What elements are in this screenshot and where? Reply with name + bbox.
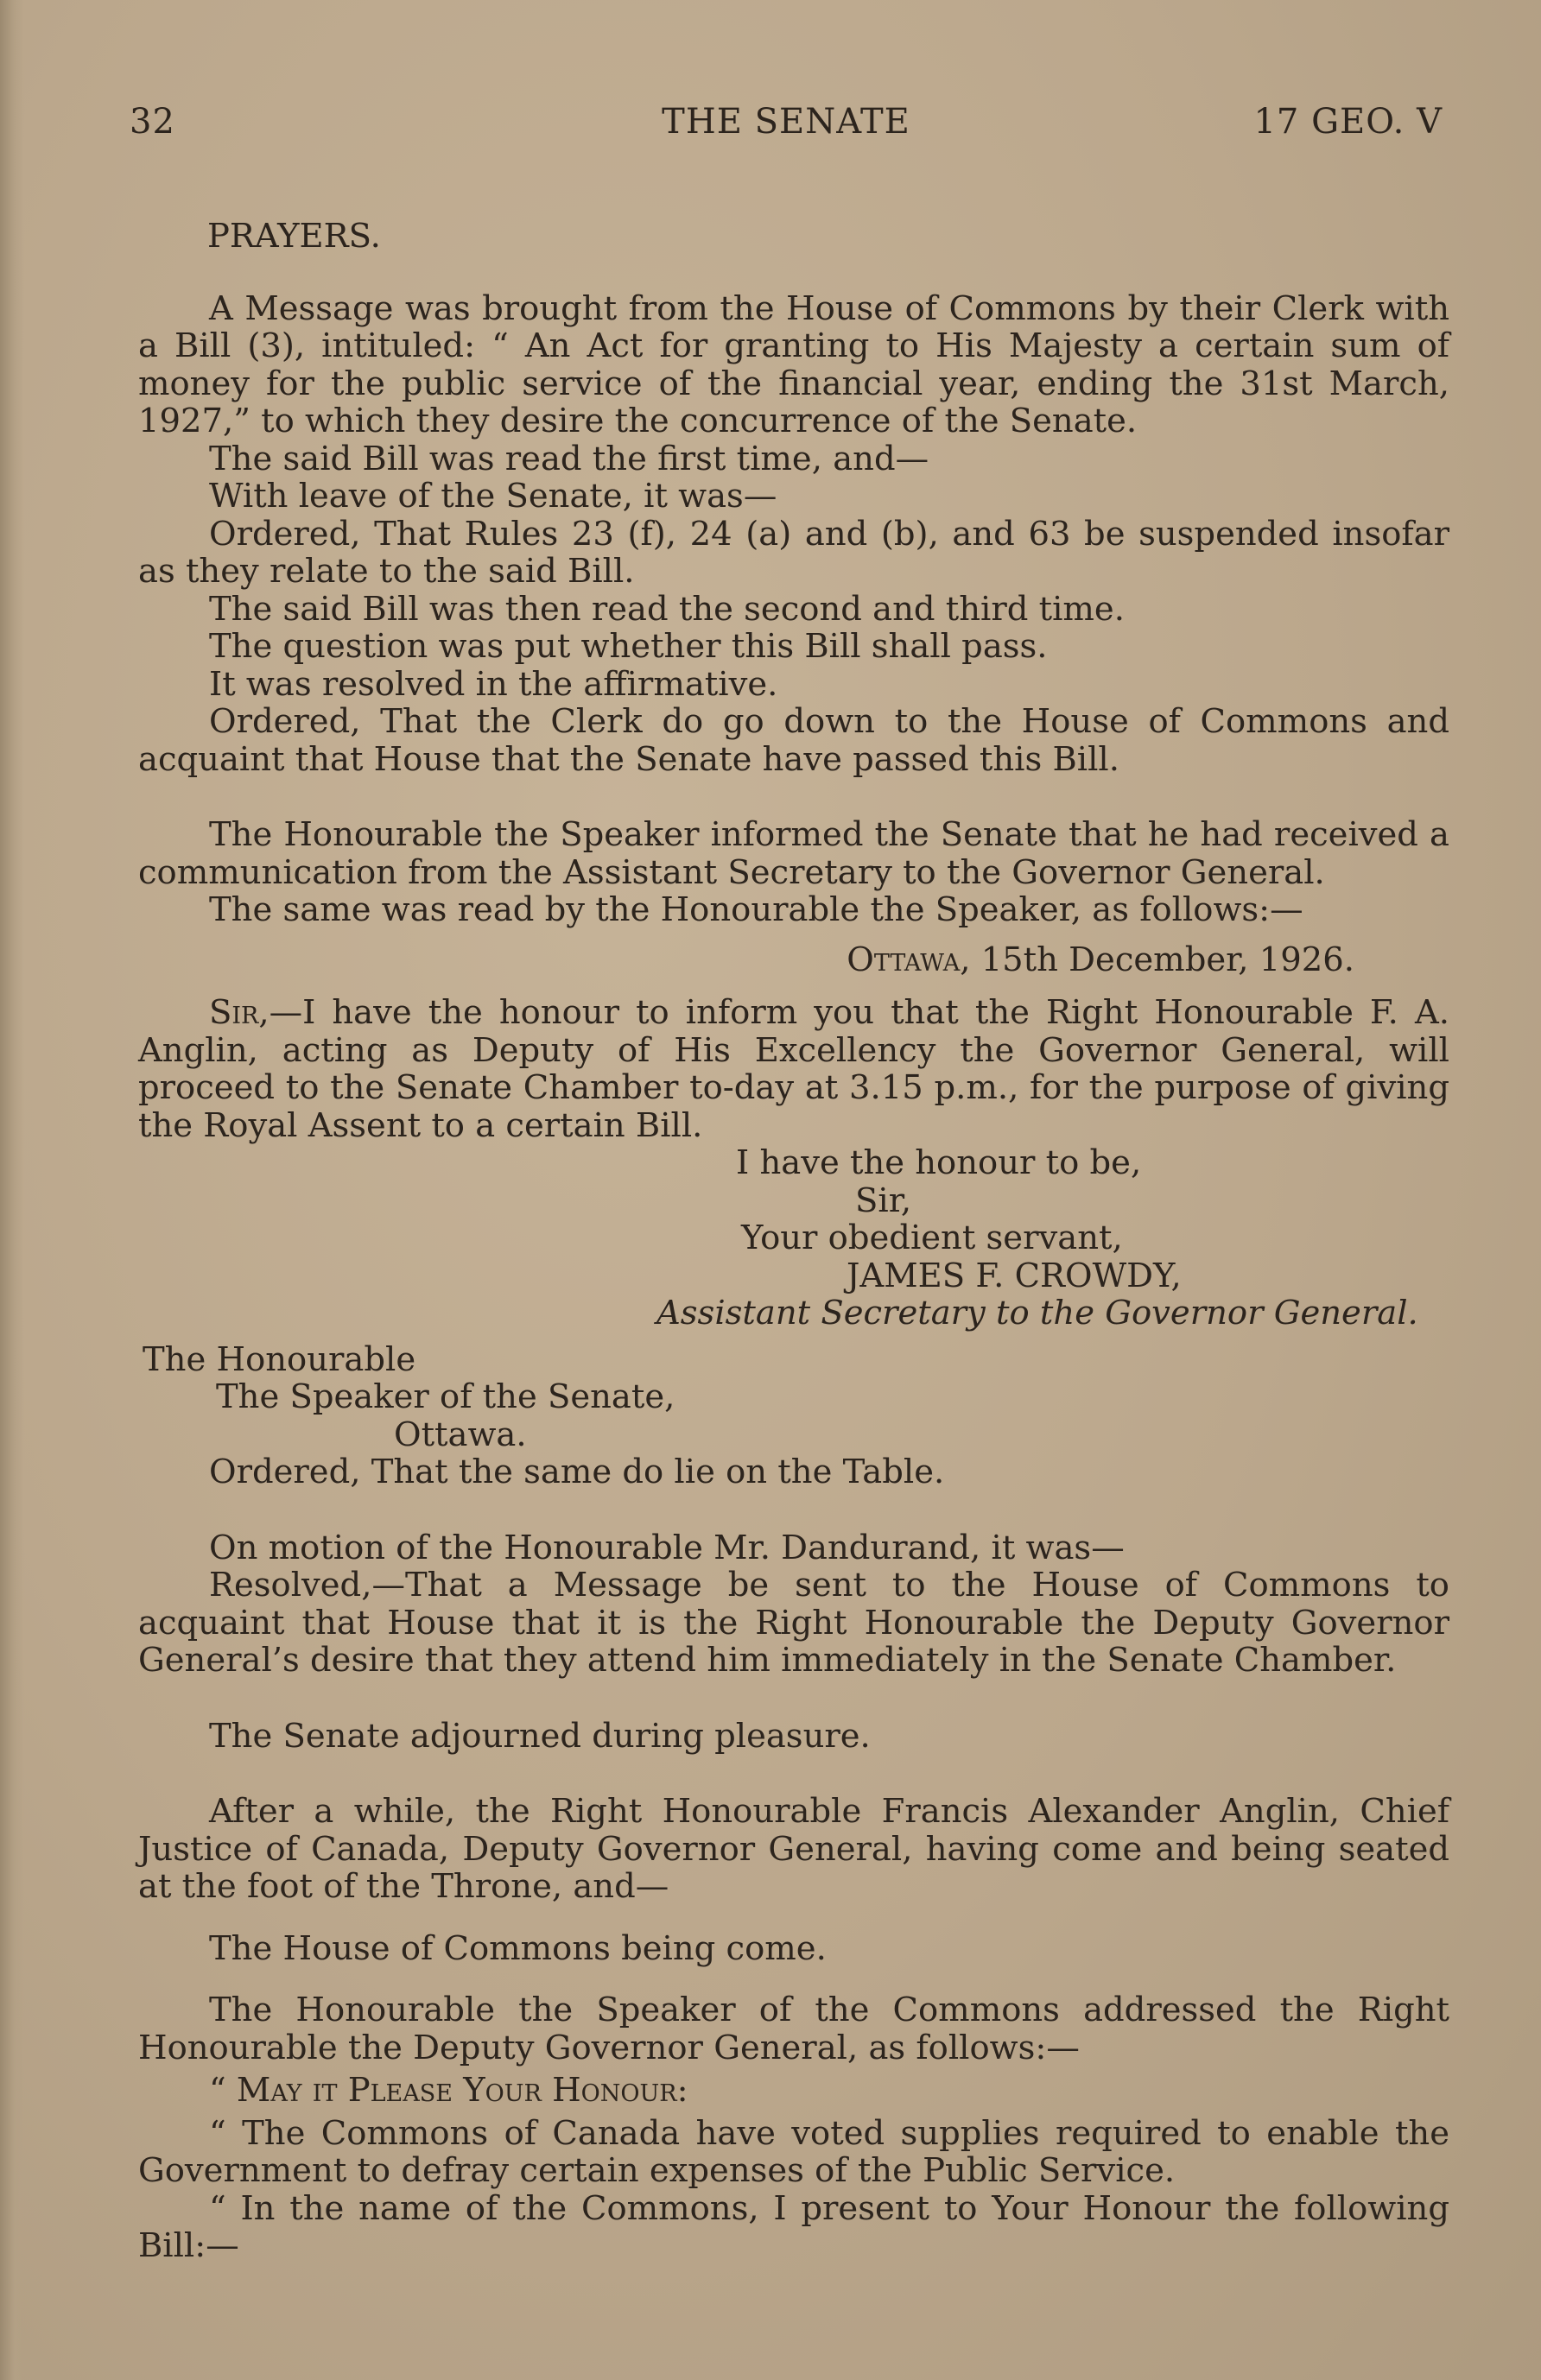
letter-address: The Speaker of the Senate, bbox=[216, 1377, 675, 1416]
paragraph: The said Bill was read the first time, and— bbox=[209, 439, 929, 478]
letter-address: The Honourable bbox=[143, 1339, 416, 1379]
letter-body-text: —I have the honour to inform you that the Right Honourable F. A. Anglin, acting as Deputy of His Excellency the Governor General, will proceed to the Senate Chamber to-day at 3.15 p.m., for the purpose of giving the Royal Assent to a certain Bill. bbox=[138, 993, 1449, 1145]
section-heading: PRAYERS. bbox=[207, 217, 381, 256]
address-opening: “ May it Please Your Honour: bbox=[209, 2071, 688, 2110]
letter-body bbox=[138, 994, 1449, 1144]
paragraph: A Message was brought from the House of Commons by their Clerk with a Bill (3), intituled: “ An Act for granting to His Majesty a certain sum of money for the public service of the financial year, ending the 31st March, 1927,” to which they desire the concurrence of the Senate. bbox=[138, 288, 1449, 440]
paragraph: The Honourable the Speaker informed the Senate that he had received a communication from the Assistant Secretary to the Governor General. bbox=[138, 815, 1449, 892]
page-number: 32 bbox=[130, 102, 175, 142]
running-header bbox=[130, 102, 1443, 154]
header-title: THE SENATE bbox=[662, 102, 910, 142]
paragraph: With leave of the Senate, it was— bbox=[209, 477, 777, 516]
letter-signature: JAMES F. CROWDY, bbox=[847, 1256, 1182, 1295]
paragraph: The question was put whether this Bill shall pass. bbox=[209, 627, 1048, 666]
letter-address: Ottawa. bbox=[394, 1415, 527, 1454]
journal-text bbox=[138, 218, 1449, 2265]
paragraph: The Senate adjourned during pleasure. bbox=[209, 1716, 871, 1756]
letter-closing: I have the honour to be, bbox=[736, 1143, 1142, 1182]
paragraph: The said Bill was then read the second and third time. bbox=[209, 589, 1125, 629]
letter-closing: Your obedient servant, bbox=[741, 1218, 1123, 1257]
letter-dateline bbox=[138, 941, 1449, 979]
page-edge-shadow bbox=[0, 0, 24, 2380]
quoted-paragraph: “ In the name of the Commons, I present to Your Honour the following Bill:— bbox=[138, 2188, 1449, 2265]
letter-closing: Sir, bbox=[855, 1181, 912, 1220]
paragraph: The Honourable the Speaker of the Commons addressed the Right Honourable the Deputy Governor General, as follows:— bbox=[138, 1991, 1449, 2067]
paragraph: After a while, the Right Honourable Francis Alexander Anglin, Chief Justice of Canada, Deputy Governor General, having come and being seated at the foot of the Throne, and— bbox=[138, 1792, 1449, 1906]
letter-signatory-title: Assistant Secretary to the Governor General. bbox=[656, 1294, 1418, 1332]
paragraph: The House of Commons being come. bbox=[209, 1928, 827, 1968]
letter-salutation: Sir, bbox=[209, 993, 270, 1032]
paragraph: Ordered, That Rules 23 (f), 24 (a) and (b), and 63 be suspended insofar as they relate to the said Bill. bbox=[138, 514, 1449, 591]
paragraph: Resolved,—That a Message be sent to the House of Commons to acquaint that House that it is the Right Honourable the Deputy Governor General’s desire that they attend him immediately in the Senate Chamber. bbox=[138, 1566, 1449, 1680]
letter-place: Ottawa, bbox=[847, 940, 971, 979]
paragraph: Ordered, That the same do lie on the Table. bbox=[209, 1453, 945, 1491]
letter-date: 15th December, 1926. bbox=[980, 940, 1354, 979]
paragraph: On motion of the Honourable Mr. Dandurand, it was— bbox=[209, 1528, 1125, 1567]
paragraph: Ordered, That the Clerk do go down to the House of Commons and acquaint that House that the Senate have passed this Bill. bbox=[138, 702, 1449, 779]
regnal-year: 17 GEO. V bbox=[1253, 102, 1443, 142]
quoted-paragraph: “ The Commons of Canada have voted supplies required to enable the Government to defray certain expenses of the Public Service. bbox=[138, 2113, 1449, 2190]
paragraph: It was resolved in the affirmative. bbox=[209, 664, 778, 704]
paragraph: The same was read by the Honourable the Speaker, as follows:— bbox=[209, 890, 1303, 929]
